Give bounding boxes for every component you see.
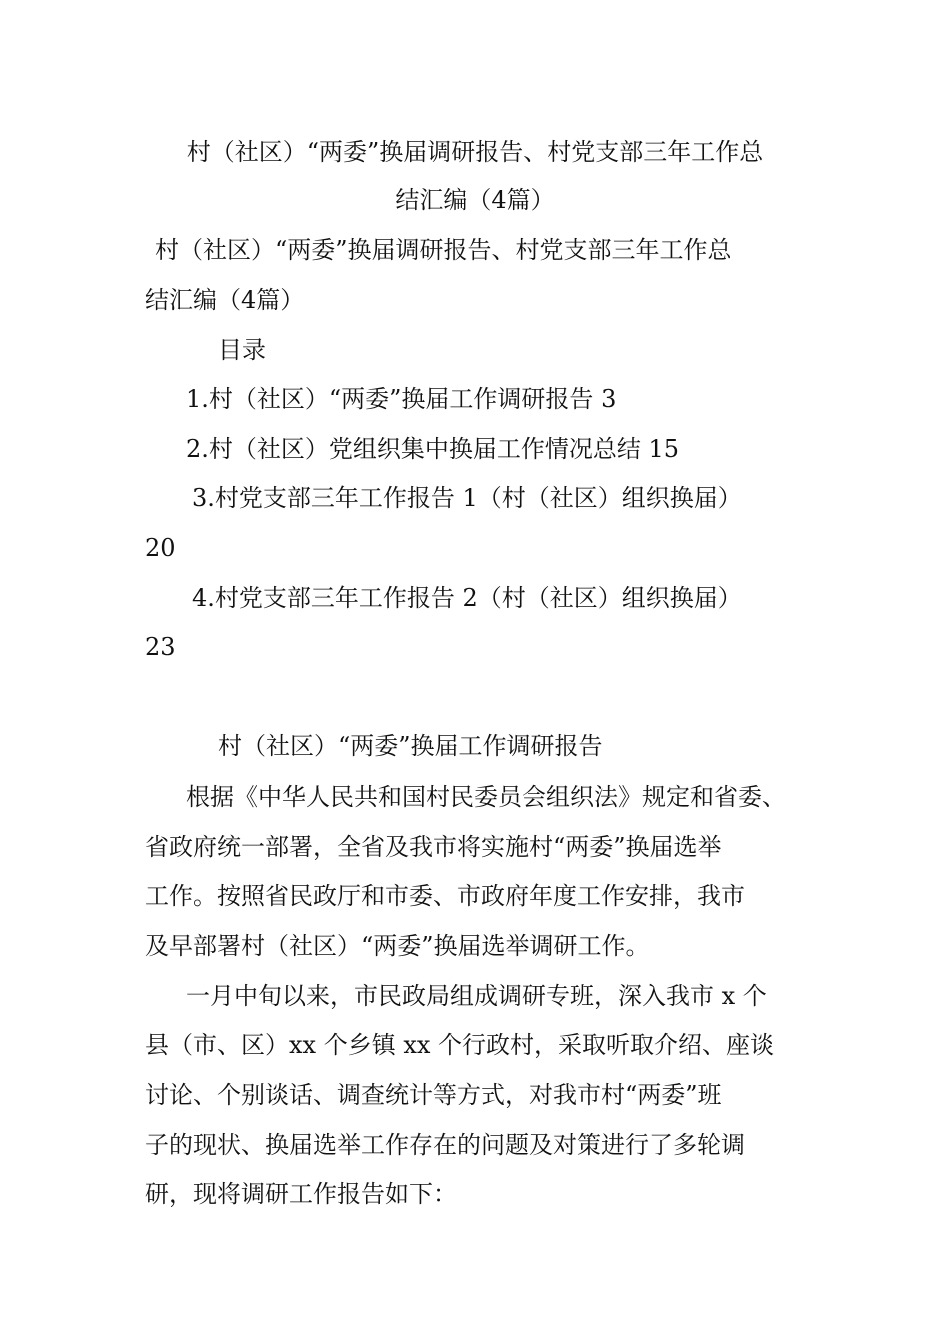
toc-item-4: 4.村党支部三年工作报告 2（村（社区）组织换届） <box>192 584 742 612</box>
toc-item-3-page: 20 <box>145 534 176 562</box>
doc-title-line-2: 结汇编（4篇） <box>395 186 555 214</box>
doc-subtitle-line-1: 村（社区）“两委”换届调研报告、村党支部三年工作总 <box>155 236 732 264</box>
paragraph-1-line-2: 省政府统一部署，全省及我市将实施村“两委”换届选举 <box>145 833 722 861</box>
paragraph-1-line-3: 工作。按照省民政厅和市委、市政府年度工作安排，我市 <box>145 882 745 910</box>
paragraph-2-line-1: 一月中旬以来，市民政局组成调研专班，深入我市 x 个 <box>186 982 767 1010</box>
toc-item-2: 2.村（社区）党组织集中换届工作情况总结 15 <box>186 435 680 463</box>
doc-subtitle-line-2: 结汇编（4篇） <box>145 286 305 314</box>
toc-item-3: 3.村党支部三年工作报告 1（村（社区）组织换届） <box>192 484 742 512</box>
paragraph-1-line-4: 及早部署村（社区）“两委”换届选举调研工作。 <box>145 932 650 960</box>
paragraph-2-line-4: 子的现状、换届选举工作存在的问题及对策进行了多轮调 <box>145 1131 745 1159</box>
paragraph-2-line-2: 县（市、区）xx 个乡镇 xx 个行政村，采取听取介绍、座谈 <box>145 1031 775 1059</box>
doc-title-line-1: 村（社区）“两委”换届调研报告、村党支部三年工作总 <box>186 138 764 166</box>
paragraph-1-line-1: 根据《中华人民共和国村民委员会组织法》规定和省委、 <box>186 783 786 811</box>
toc-item-1: 1.村（社区）“两委”换届工作调研报告 3 <box>186 385 617 413</box>
paragraph-2-line-5: 研，现将调研工作报告如下： <box>145 1180 457 1208</box>
paragraph-2-line-3: 讨论、个别谈话、调查统计等方式，对我市村“两委”班 <box>145 1081 722 1109</box>
toc-item-4-page: 23 <box>145 633 176 661</box>
section-title: 村（社区）“两委”换届工作调研报告 <box>218 732 603 760</box>
toc-heading: 目录 <box>218 336 266 364</box>
